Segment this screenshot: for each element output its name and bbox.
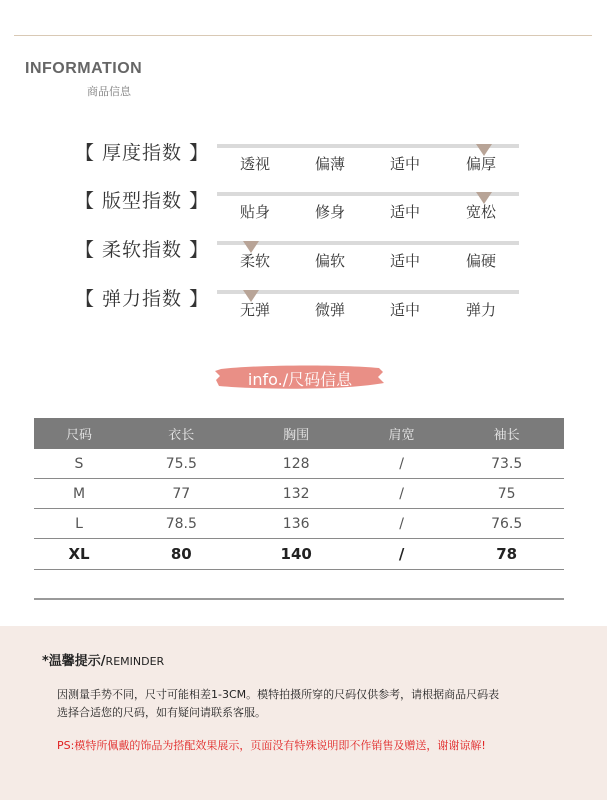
- index-row-thickness: [0, 138, 607, 186]
- index-option: 透视: [240, 155, 271, 173]
- table-cell: /: [354, 539, 450, 570]
- table-cell: S: [34, 449, 124, 479]
- index-option: 偏厚: [466, 155, 497, 173]
- table-cell: 73.5: [449, 449, 564, 479]
- index-option: 柔软: [240, 252, 271, 270]
- table-cell: 136: [239, 509, 354, 539]
- index-option: 弹力: [466, 301, 497, 319]
- table-row: [34, 539, 564, 570]
- table-cell: 80: [124, 539, 239, 570]
- index-option: 贴身: [240, 203, 271, 221]
- table-cell: /: [354, 479, 450, 509]
- reminder-line: 选择合适您的尺码，如有疑问请联系客服。: [57, 706, 266, 719]
- index-option: 适中: [390, 252, 421, 270]
- table-cell: 75: [449, 479, 564, 509]
- index-bar: [217, 290, 519, 294]
- index-row-elasticity: [0, 284, 607, 332]
- index-row-softness: [0, 235, 607, 283]
- table-cell: 78.5: [124, 509, 239, 539]
- index-option: 微弹: [315, 301, 346, 319]
- table-cell: 132: [239, 479, 354, 509]
- index-option: 适中: [390, 203, 421, 221]
- table-cell: L: [34, 509, 124, 539]
- index-label: 【 厚度指数 】: [75, 142, 210, 164]
- section-subtitle: 商品信息: [87, 85, 131, 98]
- table-cell: XL: [34, 539, 124, 570]
- table-row: [34, 509, 564, 539]
- table-header-row: [34, 418, 564, 449]
- table-cell: M: [34, 479, 124, 509]
- index-bar: [217, 192, 519, 196]
- table-cell: 128: [239, 449, 354, 479]
- index-option: 偏硬: [466, 252, 497, 270]
- index-bar: [217, 241, 519, 245]
- column-header: 胸围: [239, 418, 354, 449]
- top-divider: [14, 35, 592, 36]
- table-cell: 76.5: [449, 509, 564, 539]
- table-empty-row: [34, 570, 564, 600]
- table-row: [34, 449, 564, 479]
- column-header: 袖长: [449, 418, 564, 449]
- table-row: [34, 479, 564, 509]
- section-title: INFORMATION: [25, 60, 143, 77]
- reminder-ps-note: PS:模特所佩戴的饰品为搭配效果展示，页面没有特殊说明即不作销售及赠送，谢谢谅解!: [57, 739, 486, 752]
- table-cell: /: [354, 509, 450, 539]
- column-header: 肩宽: [354, 418, 450, 449]
- table-cell: 78: [449, 539, 564, 570]
- index-row-fit: [0, 186, 607, 234]
- index-label: 【 版型指数 】: [75, 190, 210, 212]
- banner-label: info./尺码信息: [247, 370, 353, 389]
- index-option: 偏软: [315, 252, 346, 270]
- table-cell: 77: [124, 479, 239, 509]
- reminder-title-en: REMINDER: [105, 655, 165, 668]
- reminder-panel: [0, 626, 607, 800]
- index-option: 宽松: [466, 203, 497, 221]
- size-info-banner: [215, 363, 385, 391]
- reminder-body: [57, 686, 567, 722]
- table-cell: 140: [239, 539, 354, 570]
- index-option: 适中: [390, 301, 421, 319]
- index-bar: [217, 144, 519, 148]
- index-option: 偏薄: [315, 155, 346, 173]
- size-table: [34, 418, 564, 600]
- column-header: 尺码: [34, 418, 124, 449]
- index-option: 修身: [315, 203, 346, 221]
- index-option: 适中: [390, 155, 421, 173]
- reminder-title: [42, 650, 164, 669]
- index-option: 无弹: [240, 301, 271, 319]
- index-label: 【 柔软指数 】: [75, 239, 210, 261]
- reminder-line: 因测量手势不同，尺寸可能相差1-3CM。模特拍摄所穿的尺码仅供参考，请根据商品尺码表: [57, 688, 500, 701]
- table-cell: 75.5: [124, 449, 239, 479]
- index-label: 【 弹力指数 】: [75, 288, 210, 310]
- table-cell: /: [354, 449, 450, 479]
- reminder-title-cn: *温馨提示/: [42, 654, 106, 669]
- column-header: 衣长: [124, 418, 239, 449]
